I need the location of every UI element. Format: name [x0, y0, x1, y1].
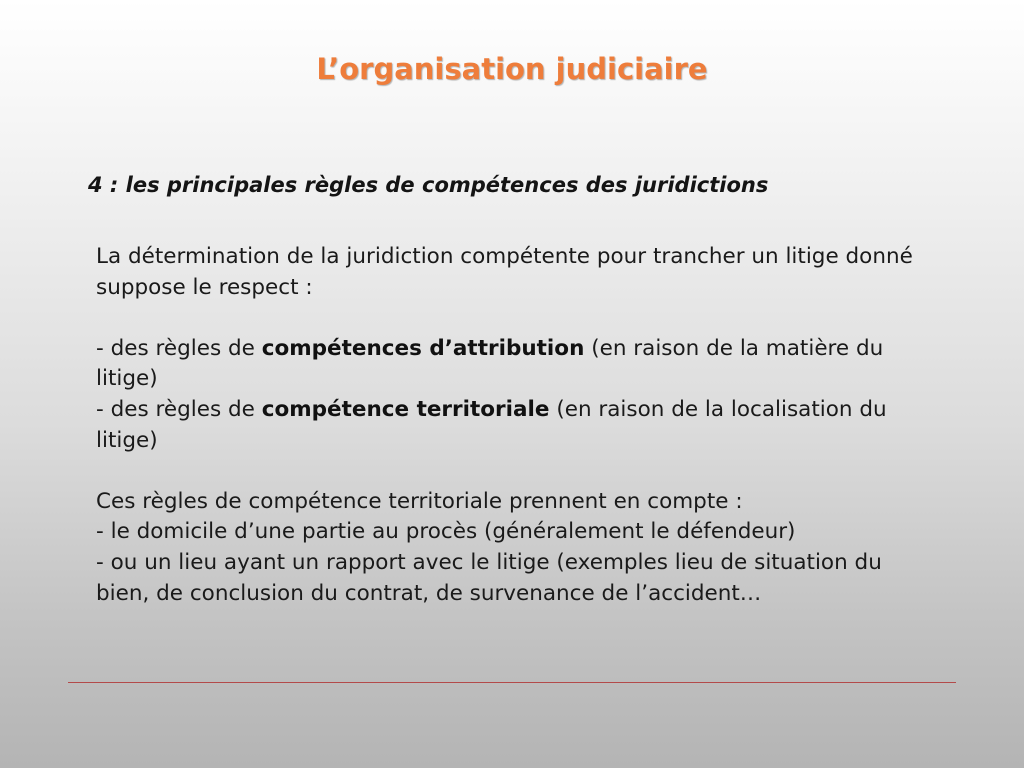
slide-title: L’organisation judiciaire [316, 52, 708, 86]
rule-attribution-bold: compétences d’attribution [261, 335, 585, 361]
rule-territorial [96, 395, 926, 456]
footer-rule [68, 682, 956, 683]
rule-attribution-suffix: (en raison de la matière du litige) [96, 335, 884, 392]
rule-territorial-prefix: - des règles de [96, 396, 262, 422]
slide-subtitle: 4 : les principales règles de compétences des juridictions [88, 173, 769, 197]
intro-paragraph: La détermination de la juridiction compétente pour trancher un litige donné suppose le respect : [96, 244, 913, 300]
paragraph-gap [96, 456, 926, 487]
slide-body [96, 242, 926, 609]
paragraph-gap [96, 303, 926, 334]
territorial-item-domicile: - le domicile d’une partie au procès (généralement le défendeur) [96, 519, 796, 545]
rule-attribution [96, 334, 926, 395]
rule-attribution-prefix: - des règles de [96, 335, 262, 361]
rule-territorial-suffix: (en raison de la localisation du litige) [96, 396, 887, 453]
rule-territorial-bold: compétence territoriale [261, 396, 550, 422]
territorial-item-lieu: - ou un lieu ayant un rapport avec le litige (exemples lieu de situation du bien, de conclusion du contrat, de survenance de l’accident… [96, 549, 882, 606]
territorial-intro: Ces règles de compétence territoriale prennent en compte : [96, 488, 743, 514]
